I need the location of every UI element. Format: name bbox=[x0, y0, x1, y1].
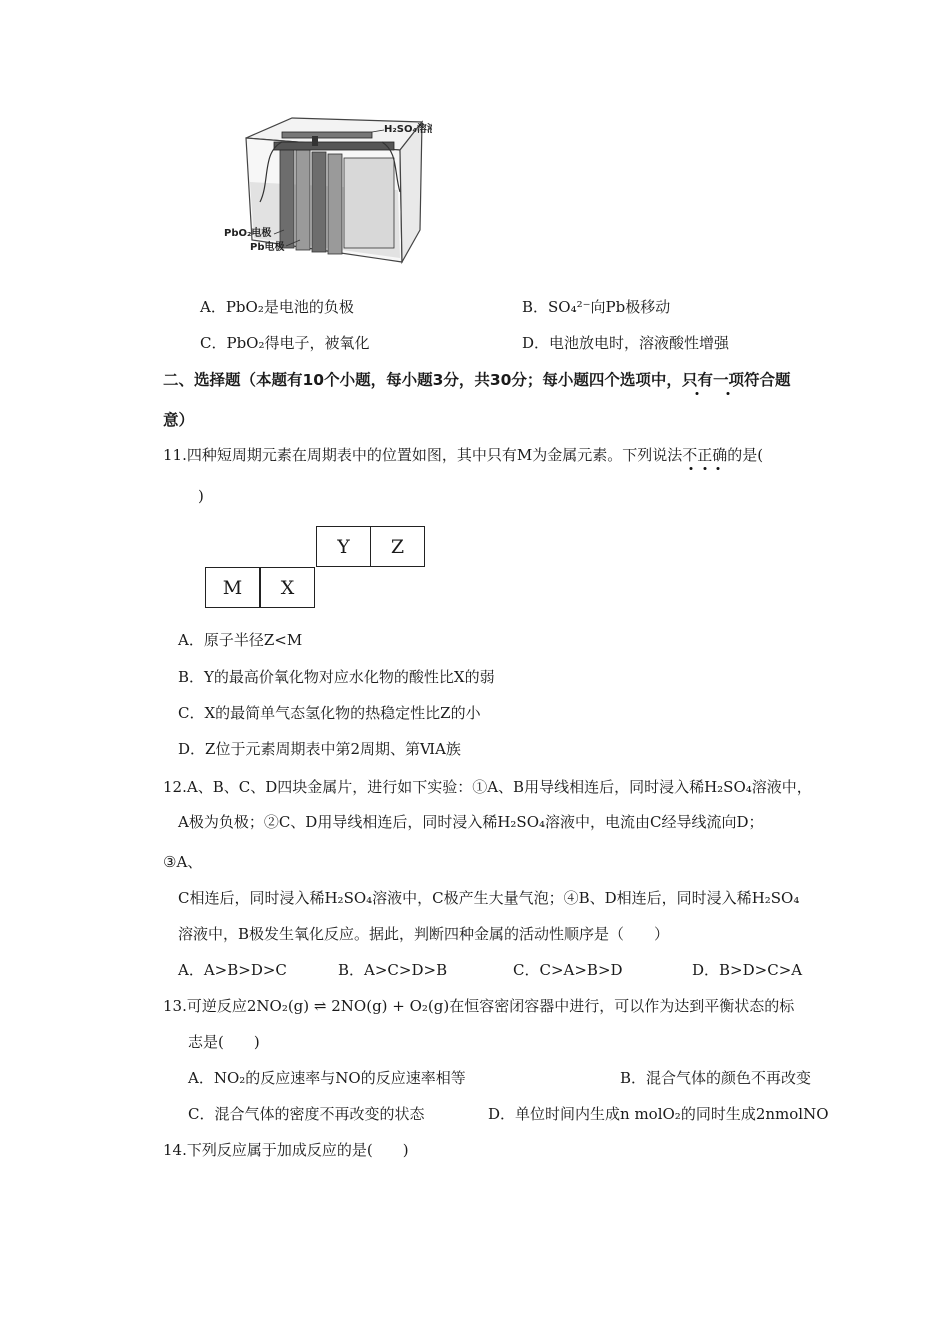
q10-option-b: B．SO₄²⁻向Pb极移动 bbox=[522, 298, 671, 316]
q11-stem-tail: 的是( bbox=[727, 446, 764, 464]
q13-option-d: D．单位时间内生成n molO₂的同时生成2nmolNO bbox=[488, 1105, 829, 1123]
cell-x: X bbox=[260, 567, 315, 608]
q13-option-a: A．NO₂的反应速率与NO的反应速率相等 bbox=[188, 1069, 466, 1087]
pb-electrode-label: Pb电极 bbox=[250, 242, 285, 253]
emphasis-only-one: 只有一项 bbox=[682, 371, 744, 389]
q14-stem: 14.下列反应属于加成反应的是( ) bbox=[163, 1141, 409, 1159]
q12-option-d: D．B>D>C>A bbox=[692, 961, 803, 979]
section-2-heading-text: 二、选择题（本题有10个小题，每小题3分，共30分；每小题四个选项中， bbox=[163, 371, 682, 389]
battery-diagram-svg bbox=[222, 112, 432, 270]
q10-option-c: C．PbO₂得电子，被氧化 bbox=[200, 334, 370, 352]
pbo2-electrode-label: PbO₂电极 bbox=[224, 228, 272, 239]
q10-option-d: D．电池放电时，溶液酸性增强 bbox=[522, 334, 730, 352]
q10-option-a: A．PbO₂是电池的负极 bbox=[200, 298, 354, 316]
q13-option-b: B．混合气体的颜色不再改变 bbox=[620, 1069, 812, 1087]
cell-y: Y bbox=[316, 526, 371, 567]
q12-line-1: 12.A、B、C、D四块金属片，进行如下实验：①A、B用导线相连后，同时浸入稀H₂SO₄溶液中， bbox=[163, 778, 812, 796]
q11-stem bbox=[163, 445, 763, 465]
lead-acid-battery-figure bbox=[222, 112, 432, 270]
q12-line-3: ③A、 bbox=[163, 853, 203, 871]
section-2-heading-tail: 符合题 bbox=[743, 371, 791, 389]
section-2-heading bbox=[163, 370, 790, 390]
h2so4-solution-label: H₂SO₄溶液 bbox=[384, 124, 432, 135]
q11-option-a: A．原子半径Z<M bbox=[178, 631, 303, 649]
q12-line-4: C相连后，同时浸入稀H₂SO₄溶液中，C极产生大量气泡；④B、D相连后，同时浸入稀H₂SO₄ bbox=[178, 889, 800, 907]
q12-option-b: B．A>C>D>B bbox=[338, 961, 448, 979]
section-2-heading-line2: 意） bbox=[163, 411, 195, 429]
q11-stem-text: 11.四种短周期元素在周期表中的位置如图，其中只有M为金属元素。下列说法 bbox=[163, 446, 683, 464]
q11-stem-close: ) bbox=[198, 487, 204, 505]
q12-option-c: C．C>A>B>D bbox=[513, 961, 623, 979]
q11-option-b: B．Y的最高价氧化物对应水化物的酸性比X的弱 bbox=[178, 668, 495, 686]
q12-line-5: 溶液中，B极发生氧化反应。据此，判断四种金属的活动性顺序是（ ） bbox=[178, 925, 670, 943]
q11-option-c: C．X的最简单气态氢化物的热稳定性比Z的小 bbox=[178, 704, 481, 722]
q12-line-2: A极为负极；②C、D用导线相连后，同时浸入稀H₂SO₄溶液中，电流由C经导线流向D； bbox=[178, 813, 764, 831]
cell-m: M bbox=[205, 567, 260, 608]
emphasis-not-correct: 不正确 bbox=[682, 446, 727, 464]
q12-option-a: A．A>B>D>C bbox=[178, 961, 287, 979]
cell-z: Z bbox=[370, 526, 425, 567]
q13-stem-line-1: 13.可逆反应2NO₂(g) ⇌ 2NO(g) + O₂(g)在恒容密闭容器中进行，可以作为达到平衡状态的标 bbox=[163, 997, 795, 1015]
q13-stem-line-2: 志是( ) bbox=[188, 1033, 260, 1051]
q13-option-c: C．混合气体的密度不再改变的状态 bbox=[188, 1105, 425, 1123]
q11-option-d: D．Z位于元素周期表中第2周期、第ⅥA族 bbox=[178, 740, 461, 758]
